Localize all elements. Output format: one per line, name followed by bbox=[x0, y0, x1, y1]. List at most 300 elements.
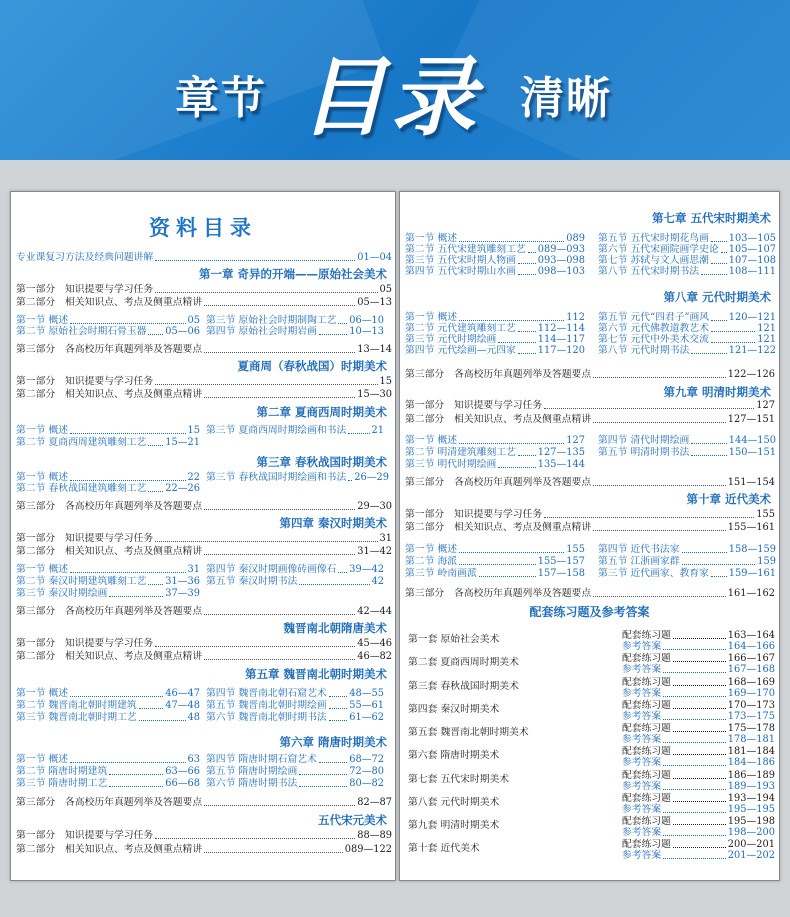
toc-entry-pages: 127 bbox=[566, 435, 585, 446]
toc-entry-label: 第三节 原始社会时期制陶工艺 bbox=[206, 315, 337, 326]
practice-label: 配套练习题 bbox=[622, 793, 671, 804]
exercise-answer-entry[interactable] bbox=[622, 734, 775, 746]
toc-entry[interactable] bbox=[16, 606, 392, 618]
toc-entry[interactable] bbox=[405, 477, 775, 489]
toc-entry-label: 第一节 概述 bbox=[405, 233, 458, 244]
toc-entry[interactable] bbox=[16, 797, 392, 809]
toc-entry[interactable] bbox=[206, 712, 384, 724]
toc-entry-label: 第七节 苏轼与文人画思潮 bbox=[598, 255, 709, 266]
toc-entry-pages: 42 bbox=[371, 576, 384, 587]
toc-entry-label: 第三节 魏晋南北朝时期工艺 bbox=[16, 712, 137, 723]
toc-entry[interactable] bbox=[16, 700, 200, 712]
toc-entry-pages: 22 bbox=[187, 472, 200, 483]
toc-entry[interactable] bbox=[405, 414, 775, 426]
toc-entry[interactable] bbox=[598, 435, 776, 447]
practice-pages: 195—198 bbox=[727, 816, 775, 827]
exercise-set-label[interactable]: 第二套 夏商西周时期美术 bbox=[408, 657, 519, 668]
toc-entry-pages: 135—144 bbox=[537, 459, 585, 470]
toc-entry-pages: 144—150 bbox=[728, 435, 776, 446]
practice-pages: 170—173 bbox=[727, 700, 775, 711]
toc-entry-pages: 05 bbox=[187, 315, 200, 326]
toc-entry[interactable] bbox=[16, 252, 392, 264]
toc-entry-pages: 121—122 bbox=[728, 345, 776, 356]
toc-entry-pages: 46—47 bbox=[165, 688, 200, 699]
toc-entry[interactable] bbox=[206, 700, 384, 712]
dot-leader bbox=[544, 400, 754, 409]
toc-entry-label: 第五节 五代宋时期花鸟画 bbox=[598, 233, 709, 244]
toc-entry[interactable] bbox=[405, 509, 775, 521]
exercise-set-label[interactable]: 第四套 秦汉时期美术 bbox=[408, 704, 500, 715]
toc-entry-label: 第一节 概述 bbox=[16, 564, 69, 575]
dot-leader bbox=[319, 754, 347, 763]
toc-entry[interactable] bbox=[16, 576, 200, 588]
dot-leader bbox=[155, 830, 355, 839]
chapter-heading: 第二章 夏商西周时期美术 bbox=[256, 405, 387, 419]
toc-entry-label: 第三部分 各高校历年真题列举及答题要点 bbox=[16, 606, 203, 617]
toc-entry-label: 第六节 隋唐时期书法 bbox=[206, 778, 298, 789]
chapter-heading: 第三章 春秋战国时期美术 bbox=[256, 455, 387, 469]
toc-entry[interactable] bbox=[16, 326, 200, 338]
toc-entry-pages: 37—39 bbox=[165, 588, 200, 599]
exercise-practice-entry[interactable] bbox=[622, 700, 775, 712]
dot-leader bbox=[593, 588, 726, 597]
toc-entry-label: 第三节 明代时期绘画 bbox=[405, 459, 497, 470]
dot-leader bbox=[701, 266, 727, 275]
chapter-heading: 第四章 秦汉时期美术 bbox=[279, 516, 387, 530]
toc-entry[interactable] bbox=[598, 447, 776, 459]
dot-leader bbox=[155, 284, 377, 293]
chapter-heading: 第七章 五代宋时期美术 bbox=[651, 211, 771, 225]
toc-entry-pages: 159 bbox=[757, 556, 776, 567]
toc-entry-label: 第五节 明清时期书法 bbox=[598, 447, 690, 458]
toc-entry-label: 第二部分 相关知识点、考点及侧重点精讲 bbox=[16, 297, 203, 308]
toc-entry-label: 第三节 近代画家、教育家 bbox=[598, 568, 709, 579]
toc-entry-label: 第二节 夏商西周建筑雕刻工艺 bbox=[16, 437, 147, 448]
toc-entry[interactable] bbox=[16, 533, 392, 545]
dot-leader bbox=[148, 326, 163, 335]
toc-entry-pages: 21 bbox=[371, 425, 384, 436]
toc-entry-label: 第八节 元代时期书法 bbox=[598, 345, 690, 356]
answer-pages: 198—200 bbox=[727, 827, 775, 838]
exercise-practice-entry[interactable] bbox=[622, 793, 775, 805]
toc-entry-pages: 61—62 bbox=[349, 712, 384, 723]
toc-entry-pages: 157—158 bbox=[537, 568, 585, 579]
exercise-set-label[interactable]: 第五套 魏晋南北朝时期美术 bbox=[408, 727, 529, 738]
toc-entry-pages: 093—098 bbox=[537, 255, 585, 266]
dot-leader bbox=[518, 345, 536, 354]
toc-entry-pages: 161—162 bbox=[727, 588, 775, 599]
dot-leader bbox=[673, 653, 726, 662]
toc-entry-pages: 31 bbox=[187, 564, 200, 575]
toc-entry[interactable] bbox=[405, 345, 585, 357]
exercise-practice-entry[interactable] bbox=[622, 839, 775, 851]
dot-leader bbox=[148, 483, 163, 492]
toc-entry[interactable] bbox=[405, 447, 585, 459]
toc-entry[interactable] bbox=[405, 459, 585, 471]
dot-leader bbox=[204, 344, 355, 353]
toc-entry-pages: 10—13 bbox=[349, 326, 384, 337]
chapter-heading: 第一章 奇异的开端——原始社会美术 bbox=[198, 267, 387, 281]
toc-entry[interactable] bbox=[405, 556, 585, 568]
answer-pages: 201—202 bbox=[727, 850, 775, 861]
toc-entry-label: 第三节 隋唐时期工艺 bbox=[16, 778, 108, 789]
toc-entry-label: 第四节 五代宋时期山水画 bbox=[405, 266, 516, 277]
toc-entry-pages: 155—157 bbox=[537, 556, 585, 567]
toc-entry-label: 专业课复习方法及经典问题讲解 bbox=[16, 252, 154, 263]
dot-leader bbox=[663, 804, 726, 813]
dot-leader bbox=[459, 544, 564, 553]
toc-page-left bbox=[10, 191, 396, 881]
toc-entry-pages: 151—154 bbox=[727, 477, 775, 488]
toc-entry[interactable] bbox=[206, 564, 384, 576]
toc-entry-pages: 127—151 bbox=[727, 414, 775, 425]
dot-leader bbox=[721, 244, 727, 253]
toc-entry-label: 第七节 元代中外美术交流 bbox=[598, 334, 709, 345]
dot-leader bbox=[109, 766, 163, 775]
toc-entry-label: 第四节 元代绘画—元四家 bbox=[405, 345, 516, 356]
toc-entry-label: 第二节 隋唐时期建筑 bbox=[16, 766, 108, 777]
dot-leader bbox=[682, 556, 756, 565]
toc-entry-label: 第二部分 相关知识点、考点及侧重点精讲 bbox=[16, 546, 203, 557]
dot-leader bbox=[204, 844, 343, 853]
chapter-heading: 第十章 近代美术 bbox=[686, 492, 771, 506]
toc-entry[interactable] bbox=[16, 546, 392, 558]
toc-entry-pages: 05—06 bbox=[165, 326, 200, 337]
practice-pages: 193—194 bbox=[727, 793, 775, 804]
toc-entry[interactable] bbox=[16, 588, 200, 600]
toc-entry[interactable] bbox=[206, 688, 384, 700]
toc-entry[interactable] bbox=[16, 437, 200, 449]
dot-leader bbox=[673, 770, 726, 779]
answer-label: 参考答案 bbox=[622, 734, 662, 745]
exercise-answer-entry[interactable] bbox=[622, 827, 775, 839]
toc-entry-label: 第一部分 知识提要与学习任务 bbox=[16, 376, 154, 387]
toc-entry[interactable] bbox=[206, 472, 390, 484]
dot-leader bbox=[139, 700, 164, 709]
toc-entry[interactable] bbox=[16, 844, 392, 856]
toc-entry[interactable] bbox=[598, 568, 776, 580]
practice-label: 配套练习题 bbox=[622, 653, 671, 664]
toc-entry-label: 第三部分 各高校历年真题列举及答题要点 bbox=[405, 369, 592, 380]
toc-entry-pages: 121 bbox=[757, 334, 776, 345]
dot-leader bbox=[329, 688, 348, 697]
toc-entry-label: 第六节 元代佛教道教艺术 bbox=[598, 323, 709, 334]
practice-label: 配套练习题 bbox=[622, 770, 671, 781]
toc-entry[interactable] bbox=[16, 344, 392, 356]
exercise-set-label[interactable]: 第七套 五代宋时期美术 bbox=[408, 774, 510, 785]
chapter-heading: 第八章 元代时期美术 bbox=[663, 290, 771, 304]
toc-entry[interactable] bbox=[206, 778, 384, 790]
toc-entry-label: 第三节 元代时期绘画 bbox=[405, 334, 497, 345]
dot-leader bbox=[673, 746, 726, 755]
toc-entry[interactable] bbox=[16, 766, 200, 778]
dot-leader bbox=[663, 711, 726, 720]
toc-entry[interactable] bbox=[405, 588, 775, 600]
dot-leader bbox=[518, 266, 536, 275]
exercise-set-label[interactable]: 第十套 近代美术 bbox=[408, 843, 480, 854]
toc-entry-pages: 155 bbox=[756, 509, 775, 520]
toc-entry-pages: 48—55 bbox=[349, 688, 384, 699]
exercise-answer-entry[interactable] bbox=[622, 781, 775, 793]
answer-label: 参考答案 bbox=[622, 804, 662, 815]
toc-entry-pages: 55—61 bbox=[349, 700, 384, 711]
toc-entry-label: 第五节 秦汉时期书法 bbox=[206, 576, 298, 587]
dot-leader bbox=[663, 757, 726, 766]
exercise-practice-entry[interactable] bbox=[622, 723, 775, 735]
toc-entry-label: 第六节 魏晋南北朝时期书法 bbox=[206, 712, 327, 723]
toc-entry-label: 第三部分 各高校历年真题列举及答题要点 bbox=[16, 344, 203, 355]
dot-leader bbox=[663, 641, 726, 650]
toc-entry-label: 第一部分 知识提要与学习任务 bbox=[16, 284, 154, 295]
dot-leader bbox=[593, 477, 726, 486]
exercise-practice-entry[interactable] bbox=[622, 816, 775, 828]
toc-entry-label: 第一节 概述 bbox=[16, 472, 69, 483]
toc-entry-pages: 15—21 bbox=[165, 437, 200, 448]
dot-leader bbox=[663, 850, 726, 859]
exercise-set-label[interactable]: 第九套 明清时期美术 bbox=[408, 820, 500, 831]
toc-entry[interactable] bbox=[16, 712, 200, 724]
answer-pages: 178—181 bbox=[727, 734, 775, 745]
toc-entry-pages: 112—114 bbox=[537, 323, 585, 334]
toc-entry-label: 第三部分 各高校历年真题列举及答题要点 bbox=[405, 588, 592, 599]
dot-leader bbox=[70, 564, 185, 573]
dot-leader bbox=[673, 793, 726, 802]
toc-entry[interactable] bbox=[206, 766, 384, 778]
banner-text-clear: 清晰 bbox=[520, 73, 612, 124]
dot-leader bbox=[673, 723, 726, 732]
toc-entry-pages: 31—36 bbox=[165, 576, 200, 587]
toc-entry-pages: 88—89 bbox=[357, 830, 392, 841]
toc-entry-pages: 158—159 bbox=[728, 544, 776, 555]
exercise-set-label[interactable]: 第六套 隋唐时期美术 bbox=[408, 750, 500, 761]
dot-leader bbox=[348, 472, 352, 481]
toc-entry[interactable] bbox=[405, 369, 775, 381]
toc-entry-pages: 06—10 bbox=[349, 315, 384, 326]
toc-entry[interactable] bbox=[405, 544, 585, 556]
toc-entry-label: 第一部分 知识提要与学习任务 bbox=[16, 638, 154, 649]
exercise-answer-entry[interactable] bbox=[622, 688, 775, 700]
toc-entry-label: 第四节 原始社会时期岩画 bbox=[206, 326, 317, 337]
dot-leader bbox=[109, 588, 163, 597]
exercise-answer-entry[interactable] bbox=[622, 641, 775, 653]
dot-leader bbox=[528, 244, 536, 253]
dot-leader bbox=[70, 472, 185, 481]
toc-entry[interactable] bbox=[16, 754, 200, 766]
dot-leader bbox=[682, 544, 727, 553]
dot-leader bbox=[204, 651, 355, 660]
toc-entry[interactable] bbox=[16, 425, 200, 437]
toc-entry[interactable] bbox=[16, 284, 392, 296]
answer-pages: 164—166 bbox=[727, 641, 775, 652]
toc-entry[interactable] bbox=[405, 435, 585, 447]
toc-entry[interactable] bbox=[405, 568, 585, 580]
toc-entry-pages: 155 bbox=[566, 544, 585, 555]
toc-entry[interactable] bbox=[16, 297, 392, 309]
dot-leader bbox=[691, 345, 727, 354]
exercise-practice-entry[interactable] bbox=[622, 770, 775, 782]
toc-entry[interactable] bbox=[16, 564, 200, 576]
toc-entry-label: 第五节 元代“四君子”画风 bbox=[598, 312, 710, 323]
toc-entry-pages: 089—122 bbox=[344, 844, 392, 855]
dot-leader bbox=[593, 414, 726, 423]
toc-entry[interactable] bbox=[206, 576, 384, 588]
answer-pages: 167—168 bbox=[727, 664, 775, 675]
toc-entry-label: 第二节 明清建筑雕刻工艺 bbox=[405, 447, 516, 458]
dot-leader bbox=[204, 501, 355, 510]
banner-text-contents: 目录 bbox=[300, 48, 480, 148]
practice-label: 配套练习题 bbox=[622, 816, 671, 827]
toc-entry-pages: 13—14 bbox=[357, 344, 392, 355]
exercise-answer-entry[interactable] bbox=[622, 664, 775, 676]
exercise-practice-entry[interactable] bbox=[622, 630, 775, 642]
toc-entry[interactable] bbox=[16, 688, 200, 700]
toc-entry-label: 第二节 原始社会时期石骨玉器 bbox=[16, 326, 147, 337]
toc-entry-label: 第三部分 各高校历年真题列举及答题要点 bbox=[16, 501, 203, 512]
toc-entry[interactable] bbox=[206, 754, 384, 766]
toc-entry-label: 第一部分 知识提要与学习任务 bbox=[405, 400, 543, 411]
toc-entry-label: 第一部分 知识提要与学习任务 bbox=[405, 509, 543, 520]
toc-entry-pages: 114—117 bbox=[537, 334, 585, 345]
toc-entry-pages: 108—111 bbox=[728, 266, 776, 277]
dot-leader bbox=[663, 781, 726, 790]
toc-entry-label: 第三节 岭南画派 bbox=[405, 568, 477, 579]
toc-entry-label: 第三部分 各高校历年真题列举及答题要点 bbox=[16, 797, 203, 808]
toc-entry[interactable] bbox=[16, 638, 392, 650]
answer-pages: 169—170 bbox=[727, 688, 775, 699]
toc-entry-label: 第二部分 相关知识点、考点及侧重点精讲 bbox=[16, 651, 203, 662]
dot-leader bbox=[204, 797, 355, 806]
exercise-answer-entry[interactable] bbox=[622, 711, 775, 723]
practice-pages: 163—164 bbox=[727, 630, 775, 641]
answer-label: 参考答案 bbox=[622, 850, 662, 861]
toc-entry[interactable] bbox=[16, 830, 392, 842]
toc-entry-pages: 80—82 bbox=[349, 778, 384, 789]
banner-text-chapters: 章节 bbox=[175, 73, 267, 124]
dot-leader bbox=[204, 297, 355, 306]
practice-label: 配套练习题 bbox=[622, 746, 671, 757]
toc-entry-label: 第三节 夏商西周时期绘画和书法 bbox=[206, 425, 347, 436]
exercise-set-label[interactable]: 第一套 原始社会美术 bbox=[408, 634, 500, 645]
toc-entry-pages: 155—161 bbox=[727, 522, 775, 533]
toc-entry-pages: 117—120 bbox=[537, 345, 585, 356]
practice-pages: 166—167 bbox=[727, 653, 775, 664]
toc-entry[interactable] bbox=[16, 389, 392, 401]
dot-leader bbox=[711, 323, 755, 332]
toc-entry[interactable] bbox=[206, 326, 384, 338]
dot-leader bbox=[459, 435, 564, 444]
dot-leader bbox=[544, 509, 754, 518]
dot-leader bbox=[155, 638, 355, 647]
toc-entry[interactable] bbox=[598, 544, 776, 556]
toc-entry-label: 第一节 概述 bbox=[16, 425, 69, 436]
toc-entry-label: 第一部分 知识提要与学习任务 bbox=[16, 830, 154, 841]
toc-entry-pages: 05 bbox=[379, 284, 392, 295]
dot-leader bbox=[204, 389, 355, 398]
chapter-heading: 第六章 隋唐时期美术 bbox=[279, 735, 387, 749]
practice-label: 配套练习题 bbox=[622, 677, 671, 688]
toc-entry-label: 第五节 魏晋南北朝时期绘画 bbox=[206, 700, 327, 711]
toc-entry[interactable] bbox=[598, 556, 776, 568]
toc-entry-pages: 31—42 bbox=[357, 546, 392, 557]
dot-leader bbox=[459, 556, 536, 565]
toc-entry[interactable] bbox=[206, 425, 384, 437]
dot-leader bbox=[593, 522, 726, 531]
toc-entry-label: 第一节 概述 bbox=[405, 435, 458, 446]
toc-entry-pages: 15 bbox=[379, 376, 392, 387]
toc-entry[interactable] bbox=[16, 778, 200, 790]
toc-entry-label: 第一节 概述 bbox=[16, 754, 69, 765]
toc-entry-pages: 15—30 bbox=[357, 389, 392, 400]
toc-entry-pages: 63 bbox=[187, 754, 200, 765]
toc-entry[interactable] bbox=[16, 501, 392, 513]
toc-entry-pages: 127 bbox=[756, 400, 775, 411]
toc-entry-pages: 39—42 bbox=[349, 564, 384, 575]
exercise-practice-entry[interactable] bbox=[622, 653, 775, 665]
exercise-set-label[interactable]: 第三套 春秋战国时期美术 bbox=[408, 681, 519, 692]
toc-entry-pages: 82—87 bbox=[357, 797, 392, 808]
dot-leader bbox=[518, 323, 536, 332]
toc-entry[interactable] bbox=[405, 400, 775, 412]
toc-entry-label: 第一节 概述 bbox=[16, 688, 69, 699]
dot-leader bbox=[518, 447, 536, 456]
toc-entry-label: 第一部分 知识提要与学习任务 bbox=[16, 533, 154, 544]
toc-entry-label: 第三部分 各高校历年真题列举及答题要点 bbox=[405, 477, 592, 488]
exercise-answer-entry[interactable] bbox=[622, 850, 775, 862]
toc-entry[interactable] bbox=[598, 345, 776, 357]
toc-entry-label: 第二节 五代宋建筑雕刻工艺 bbox=[405, 244, 526, 255]
dot-leader bbox=[329, 700, 348, 709]
toc-entry-label: 第五节 隋唐时期绘画 bbox=[206, 766, 298, 777]
toc-entry-label: 第一节 概述 bbox=[405, 312, 458, 323]
toc-entry-pages: 122—126 bbox=[727, 369, 775, 380]
exercise-practice-entry[interactable] bbox=[622, 677, 775, 689]
toc-entry-pages: 46—82 bbox=[357, 651, 392, 662]
practice-pages: 181—184 bbox=[727, 746, 775, 757]
practice-pages: 175—178 bbox=[727, 723, 775, 734]
dot-leader bbox=[155, 252, 355, 261]
toc-entry-pages: 48 bbox=[187, 712, 200, 723]
toc-entry[interactable] bbox=[598, 266, 776, 278]
exercise-answer-entry[interactable] bbox=[622, 804, 775, 816]
toc-entry-pages: 089—093 bbox=[537, 244, 585, 255]
answer-label: 参考答案 bbox=[622, 664, 662, 675]
toc-entry-label: 第二节 秦汉时期建筑雕刻工艺 bbox=[16, 576, 147, 587]
toc-entry-label: 第二部分 相关知识点、考点及侧重点精讲 bbox=[405, 414, 592, 425]
toc-entry[interactable] bbox=[405, 522, 775, 534]
toc-entry[interactable] bbox=[405, 266, 585, 278]
toc-entry-pages: 47—48 bbox=[165, 700, 200, 711]
dot-leader bbox=[711, 233, 727, 242]
toc-entry-pages: 120—121 bbox=[728, 312, 776, 323]
exercise-answer-entry[interactable] bbox=[622, 757, 775, 769]
toc-entry[interactable] bbox=[16, 376, 392, 388]
toc-entry-pages: 22—26 bbox=[165, 483, 200, 494]
practice-pages: 168—169 bbox=[727, 677, 775, 688]
exercise-set-label[interactable]: 第八套 元代时期美术 bbox=[408, 797, 500, 808]
dot-leader bbox=[711, 312, 727, 321]
toc-entry-pages: 05—13 bbox=[357, 297, 392, 308]
exercise-practice-entry[interactable] bbox=[622, 746, 775, 758]
dot-leader bbox=[711, 255, 727, 264]
dot-leader bbox=[711, 568, 727, 577]
dot-leader bbox=[319, 326, 347, 335]
dot-leader bbox=[711, 334, 755, 343]
dot-leader bbox=[498, 459, 536, 468]
header-banner bbox=[0, 0, 790, 160]
toc-entry[interactable] bbox=[16, 651, 392, 663]
toc-entry-label: 第五节 江浙画家群 bbox=[598, 556, 680, 567]
toc-entry[interactable] bbox=[16, 483, 200, 495]
